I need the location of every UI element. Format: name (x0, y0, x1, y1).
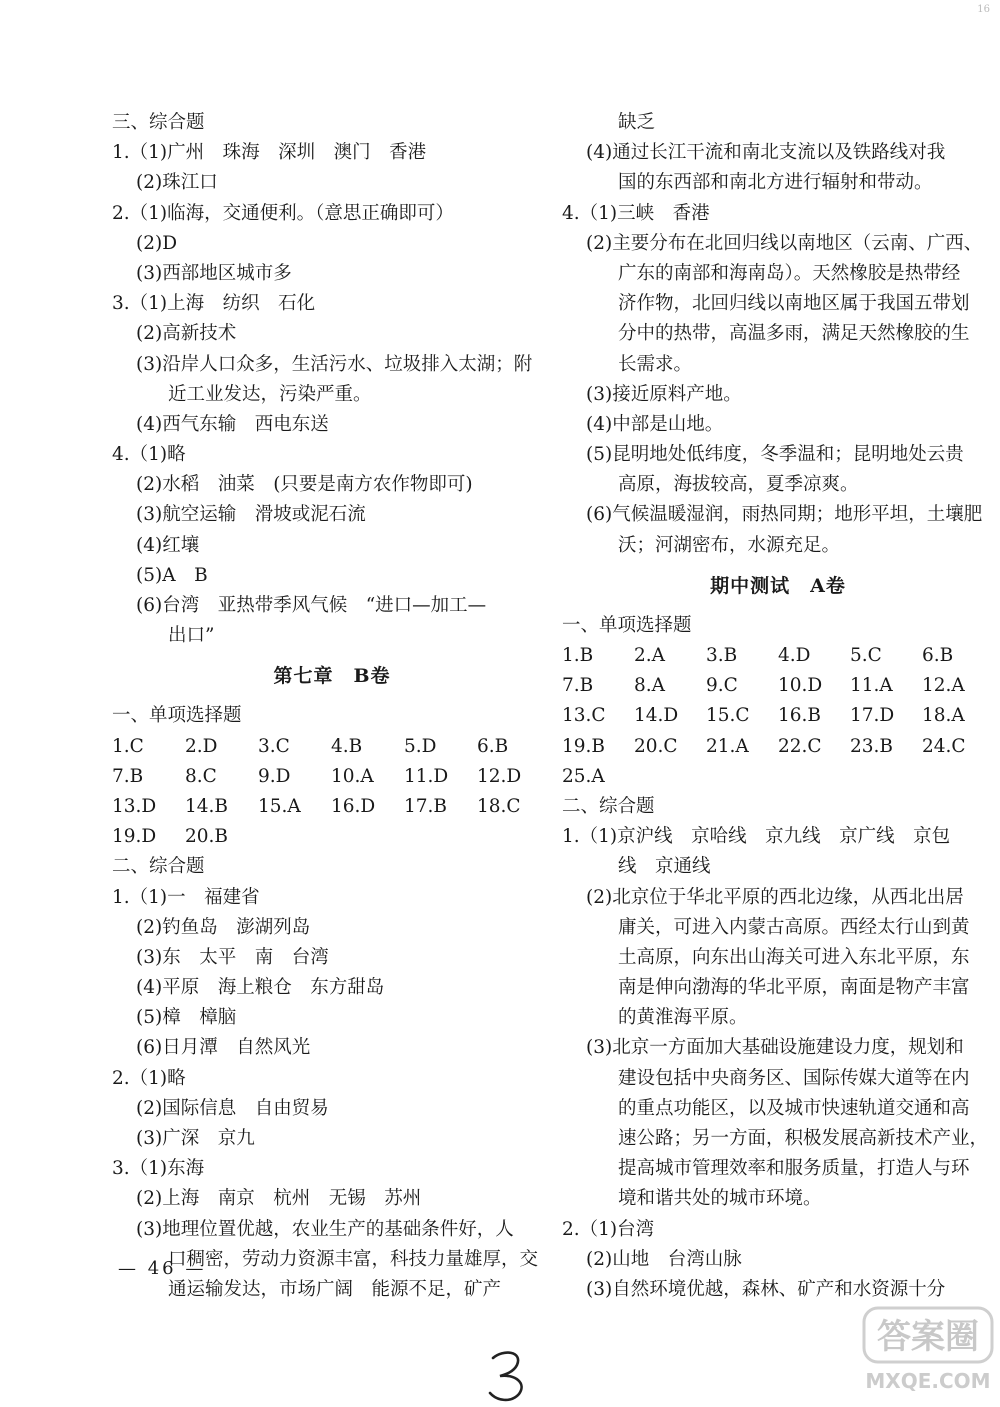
mcq-answer-row (112, 822, 552, 852)
answer-line: (5)樟 樟脑 (136, 1007, 237, 1029)
mcq-answer-row (112, 792, 552, 822)
answer-line: 口稠密，劳动力资源丰富，科技力量雄厚，交 (168, 1248, 539, 1270)
answer-line: (3)地理位置优越，农业生产的基础条件好，人 (136, 1218, 514, 1240)
answer-line: (2)D (136, 232, 178, 254)
handwritten-number-mark (485, 1348, 531, 1407)
watermark-logo (862, 1300, 994, 1398)
answer-line: (2)珠江口 (136, 172, 218, 194)
answer-line: 庸关，可进入内蒙古高原。西经太行山到黄 (618, 916, 970, 938)
mcq-answer: 16.B (778, 705, 822, 727)
answer-line: 高原，海拔较高，夏季凉爽。 (618, 474, 859, 496)
answer-line: (4)平原 海上粮仓 东方甜岛 (136, 977, 385, 999)
answer-line: 3.（1)上海 纺织 石化 (112, 293, 316, 315)
mcq-answer: 25.A (562, 765, 605, 787)
answer-line: 1.（1)京沪线 京哈线 京九线 京广线 京包 (562, 826, 951, 848)
mcq-answer: 4.D (778, 645, 811, 666)
answer-line: 沃；河湖密布，水源充足。 (618, 534, 841, 556)
answer-line: 2.（1)略 (112, 1067, 186, 1089)
answer-line: (2)山地 台湾山脉 (586, 1248, 742, 1270)
mcq-answer-row (562, 671, 994, 701)
answer-line: (3)接近原料产地。 (586, 383, 742, 405)
mcq-answer: 5.D (404, 735, 437, 757)
mcq-answer-row (562, 701, 994, 731)
answer-line: (3)沿岸人口众多，生活污水、垃圾排入太湖；附 (136, 353, 533, 375)
mcq-answer: 3.C (258, 735, 290, 757)
mcq-answer: 13.D (112, 795, 157, 817)
answer-line: (6)气候温暖湿润，雨热同期；地形平坦，土壤肥 (586, 504, 983, 526)
page-number: — 46 — (118, 1258, 207, 1279)
answer-line: (6)日月潭 自然风光 (136, 1037, 311, 1059)
mcq-answer: 7.B (112, 765, 144, 787)
answer-line: 3.（1)东海 (112, 1158, 205, 1180)
mcq-answer: 7.B (562, 675, 594, 697)
answer-line: 一、单项选择题 (562, 614, 692, 636)
answer-line: 长需求。 (618, 353, 693, 375)
section-heading: 第七章 B卷 (273, 665, 391, 688)
mcq-answer: 14.B (185, 795, 229, 817)
answer-line: 速公路；另一方面，积极发展高新技术产业， (618, 1128, 989, 1149)
answer-line: 通运输发达，市场广阔 能源不足，矿产 (168, 1278, 502, 1300)
answer-line: 提高城市管理效率和服务质量，打造人与环 (618, 1158, 970, 1180)
answer-line: (5)A B (136, 564, 208, 586)
answer-line: (2)北京位于华北平原的西北边缘，从西北出居 (586, 886, 964, 908)
mcq-answer: 18.A (922, 705, 965, 727)
mcq-answer: 8.C (185, 765, 217, 787)
answer-line: (2)水稻 油菜 (只要是南方农作物即可) (136, 474, 473, 496)
answer-line: (3)东 太平 南 台湾 (136, 946, 329, 968)
answer-line: (5)昆明地处低纬度，冬季温和；昆明地处云贵 (586, 444, 964, 466)
mcq-answer: 5.C (850, 645, 882, 666)
mcq-answer: 22.C (778, 735, 822, 757)
answer-line: (2)国际信息 自由贸易 (136, 1097, 329, 1119)
answer-line: (3)广深 京九 (136, 1128, 255, 1149)
answer-line: 境和谐共处的城市环境。 (618, 1188, 822, 1210)
mcq-answer: 18.C (477, 795, 521, 817)
mcq-answer: 15.C (706, 705, 750, 727)
mcq-answer: 6.B (477, 735, 509, 757)
answer-line: 4.（1)三峡 香港 (562, 202, 710, 224)
answer-line: (4)通过长江干流和南北支流以及铁路线对我 (586, 142, 946, 164)
mcq-answer: 4.B (331, 735, 363, 757)
answer-line: (3)航空运输 滑坡或泥石流 (136, 504, 366, 526)
mcq-answer: 21.A (706, 735, 749, 757)
answer-line: (3)自然环境优越，森林、矿产和水资源十分 (586, 1278, 946, 1300)
mcq-answer: 10.A (331, 765, 374, 787)
answer-line: (2)上海 南京 杭州 无锡 苏州 (136, 1188, 422, 1210)
answer-line: 三、综合题 (112, 112, 205, 133)
mcq-answer: 15.A (258, 795, 301, 817)
answer-line: 广东的南部和海南岛）。天然橡胶是热带经 (618, 262, 961, 284)
mcq-answer: 19.D (112, 826, 157, 848)
answer-line: (2)主要分布在北回归线以南地区（云南、广西、 (586, 232, 983, 254)
mcq-answer: 20.C (634, 735, 678, 757)
mcq-answer: 13.C (562, 705, 606, 727)
mcq-answer: 12.A (922, 675, 965, 697)
answer-line: (3)北京一方面加大基础设施建设力度，规划和 (586, 1037, 964, 1059)
mcq-answer: 2.D (185, 735, 218, 757)
answer-line: 近工业发达，污染严重。 (168, 383, 372, 405)
mcq-answer: 11.D (404, 765, 449, 787)
answer-line: (4)红壤 (136, 534, 200, 556)
answer-line: 南是伸向渤海的华北平原，南面是物产丰富 (618, 977, 970, 999)
mcq-answer: 20.B (185, 826, 229, 848)
answer-line: 土高原，向东出山海关可进入东北平原，东 (618, 946, 970, 968)
mcq-answer: 19.B (562, 735, 606, 757)
mcq-answer-row (112, 762, 552, 792)
mcq-answer: 1.C (112, 735, 144, 757)
section-heading: 期中测试 A卷 (710, 574, 846, 597)
mcq-answer-row (562, 641, 994, 671)
answer-line: (2)高新技术 (136, 323, 237, 345)
answer-line: 2.（1)临海，交通便利。（意思正确即可） (112, 202, 454, 224)
corner-mark: 16 (977, 4, 990, 15)
mcq-answer: 1.B (562, 645, 594, 666)
mcq-answer: 6.B (922, 645, 954, 666)
answer-line: 1.（1)广州 珠海 深圳 澳门 香港 (112, 142, 427, 164)
left-column (112, 108, 552, 1305)
answer-line: 二、综合题 (562, 795, 655, 817)
answer-line: (3)西部地区城市多 (136, 262, 292, 284)
mcq-answer: 14.D (634, 705, 679, 727)
answer-line: (4)西气东输 西电东送 (136, 413, 329, 435)
answer-line: 一、单项选择题 (112, 705, 242, 727)
answer-line: (6)台湾 亚热带季风气候 “进口—加工— (136, 595, 487, 616)
mcq-answer: 10.D (778, 675, 823, 697)
answer-line: (4)中部是山地。 (586, 413, 724, 435)
mcq-answer: 9.C (706, 675, 738, 697)
mcq-answer: 8.A (634, 675, 666, 697)
mcq-answer-row (562, 732, 994, 762)
answer-line: 线 京通线 (618, 856, 711, 878)
mcq-answer: 9.D (258, 765, 291, 787)
answer-line: 1.（1)一 福建省 (112, 886, 260, 908)
answer-line: 缺乏 (618, 112, 656, 133)
answer-line: 国的东西部和南北方进行辐射和带动。 (618, 172, 933, 194)
mcq-answer: 17.B (404, 795, 448, 817)
answer-line: 济作物，北回归线以南地区属于我国五带划 (618, 293, 970, 315)
mcq-answer: 3.B (706, 645, 738, 666)
svg-text:MXQE.COM: MXQE.COM (865, 1369, 991, 1393)
answer-line: 2.（1)台湾 (562, 1218, 655, 1240)
mcq-answer: 12.D (477, 765, 522, 787)
answer-line: 分中的热带，高温多雨，满足天然橡胶的生 (618, 323, 970, 345)
answer-line: (2)钓鱼岛 澎湖列岛 (136, 916, 311, 938)
mcq-answer: 16.D (331, 795, 376, 817)
svg-text:答案圈: 答案圈 (877, 1317, 979, 1357)
mcq-answer: 24.C (922, 735, 966, 757)
right-column (562, 108, 994, 1305)
answer-line: 的重点功能区，以及城市快速轨道交通和高 (618, 1097, 970, 1119)
answer-line: 的黄淮海平原。 (618, 1007, 748, 1029)
mcq-answer: 17.D (850, 705, 895, 727)
answer-line: 出口” (168, 625, 215, 647)
answer-line: 4.（1)略 (112, 444, 186, 466)
mcq-answer-row (112, 732, 552, 762)
mcq-answer: 11.A (850, 675, 893, 697)
mcq-answer: 23.B (850, 735, 894, 757)
answer-line: 二、综合题 (112, 856, 205, 878)
mcq-answer: 2.A (634, 645, 666, 666)
mcq-answer-row (562, 762, 994, 792)
answer-line: 建设包括中央商务区、国际传媒大道等在内 (618, 1067, 970, 1089)
